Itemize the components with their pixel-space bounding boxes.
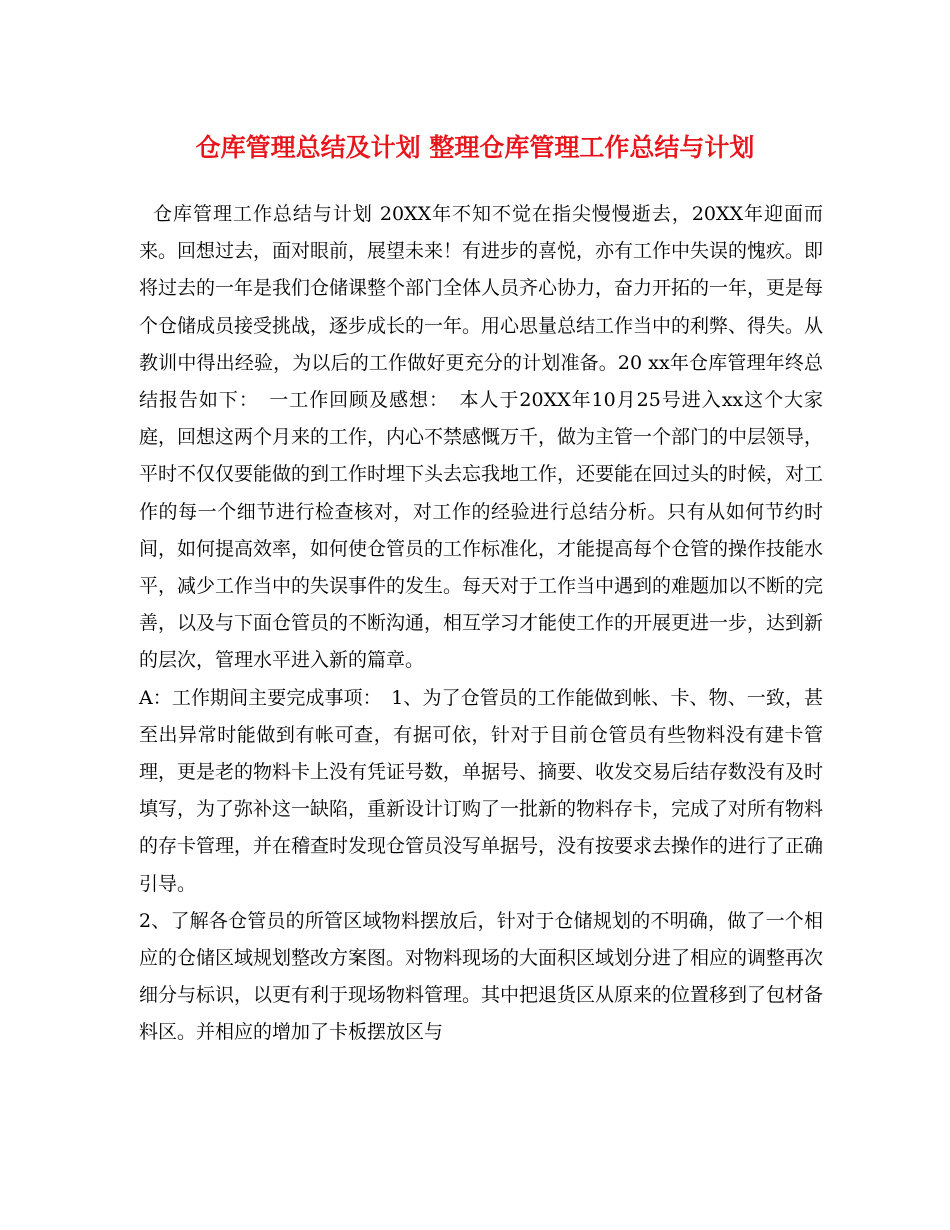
paragraph-item-a: A：工作期间主要完成事项： 1、为了仓管员的工作能做到帐、卡、物、一致，甚至出异常时能做到有帐可查，有据可依，针对于目前仓管员有些物料没有建卡管理，更是老的物料卡上没有凭证号数，单据号、摘要、收发交易后结存数没有及时填写，为了弥补这一缺陷，重新设计订购了一批新的物料存卡，完成了对所有物料的存卡管理，并在稽查时发现仓管员没写单据号，没有按要求去操作的进行了正确引导。 [139, 686, 824, 895]
paragraph-item-2: 2、了解各仓管员的所管区域物料摆放后，针对于仓储规划的不明确，做了一个相应的仓储区域规划整改方案图。对物料现场的大面积区域划分进了相应的调整再次细分与标识，以更有利于现场物料管理。其中把退货区从原来的位置移到了包材备料区。并相应的增加了卡板摆放区与 [139, 909, 824, 1044]
document-title: 仓库管理总结及计划 整理仓库管理工作总结与计划 [195, 133, 755, 162]
document-body [139, 196, 823, 1052]
paragraph-intro: 仓库管理工作总结与计划 20XX年不知不觉在指尖慢慢逝去，20XX年迎面而来。回想过去，面对眼前，展望未来！有进步的喜悦，亦有工作中失误的愧疚。即将过去的一年是我们仓储课整个部门全体人员齐心协力，奋力开拓的一年，更是每个仓储成员接受挑战，逐步成长的一年。用心思量总结工作当中的利弊、得失。从教训中得出经验，为以后的工作做好更充分的计划准备。20 xx年仓库管理年终总结报告如下： 一工作回顾及感想： 本人于20XX年10月25号进入xx这个大家庭，回想这两个月来的工作，内心不禁感慨万千，做为主管一个部门的中层领导，平时不仅仅要能做的到工作时埋下头去忘我地工作，还要能在回过头的时候，对工作的每一个细节进行检查核对，对工作的经验进行总结分析。只有从如何节约时间，如何提高效率，如何使仓管员的工作标准化，才能提高每个仓管的操作技能水平，减少工作当中的失误事件的发生。每天对于工作当中遇到的难题加以不断的完善，以及与下面仓管员的不断沟通，相互学习才能使工作的开展更进一步，达到新的层次，管理水平进入新的篇章。 [139, 203, 824, 672]
